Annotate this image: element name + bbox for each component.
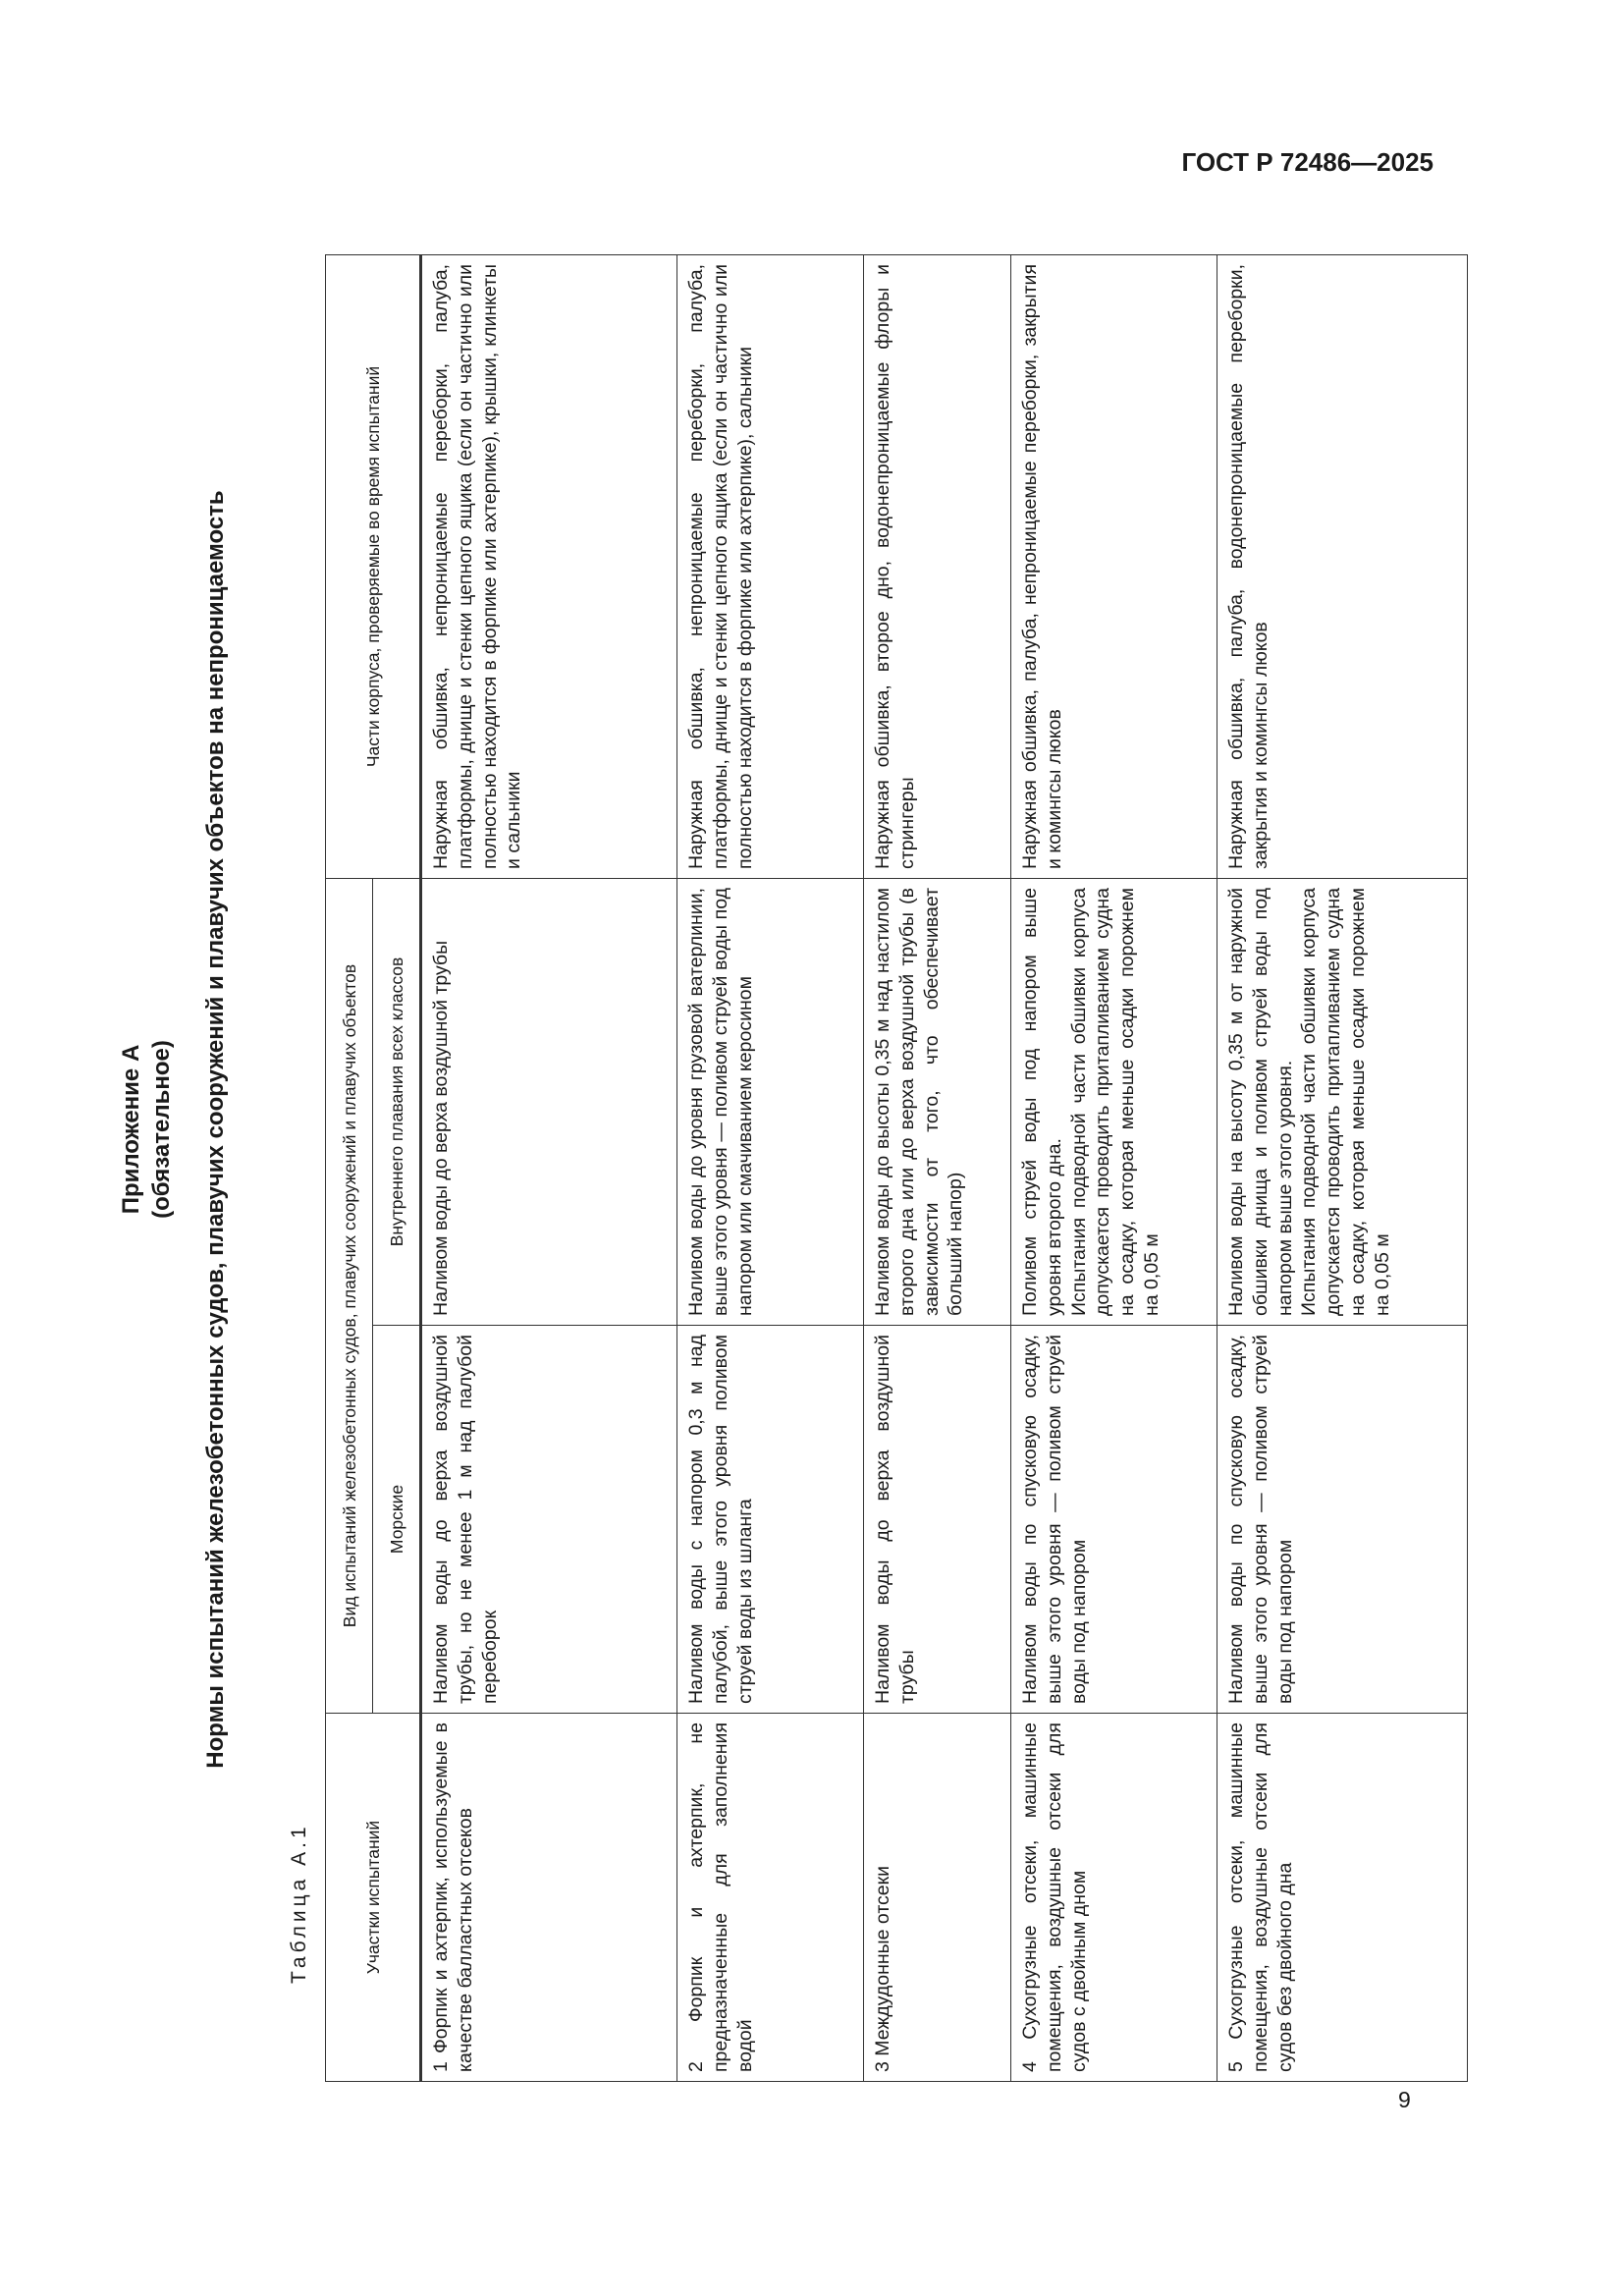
cell-parts: Наружная обшивка, палуба, водонепроницаемые переборки, закрытия и комингсы люков [1217, 254, 1468, 878]
cell-inland: Наливом воды до высоты 0,35 м над настилом второго дна или до верха воздушной трубы (в зависимости от того, что обеспечивает больший напор) [864, 878, 1011, 1325]
standard-code: ГОСТ Р 72486—2025 [1181, 147, 1434, 177]
table-row [422, 254, 677, 2081]
cell-parts: Наружная обшивка, палуба, непроницаемые переборки, закрытия и комингсы люков [1011, 254, 1217, 878]
cell-inland: Наливом воды до верха воздушной трубы [422, 878, 677, 1325]
cell-area: 1 Форпик и ахтерпик, используемые в качестве балластных отсеков [422, 1714, 677, 2082]
col-header-inland: Внутреннего плавания всех классов [373, 878, 421, 1325]
cell-inland: Наливом воды до уровня грузовой ватерлинии, выше этого уровня — поливом струей воды под напором или смачиванием керосином [677, 878, 864, 1325]
cell-sea: Наливом воды до верха воздушной трубы [864, 1326, 1011, 1714]
table-row [1011, 254, 1217, 2081]
cell-sea: Наливом воды до верха воздушной трубы, но не менее 1 м над палубой переборок [422, 1326, 677, 1714]
table-row [864, 254, 1011, 2081]
appendix-subtitle: (обязательное) [148, 1040, 175, 1219]
page-number: 9 [1398, 2087, 1411, 2112]
test-norms-table [325, 254, 1468, 2082]
cell-area: 5 Сухогрузные отсеки, машинные помещения, воздушные отсеки для судов без двойного дна [1217, 1714, 1468, 2082]
cell-area: 4 Сухогрузные отсеки, машинные помещения, воздушные отсеки для судов с двойным дном [1011, 1714, 1217, 2082]
document-title: Нормы испытаний железобетонных судов, плавучих сооружений и плавучих объектов на непроницаемость [202, 490, 229, 1769]
cell-sea: Наливом воды по спусковую осадку, выше этого уровня — поливом струей воды под напором [1011, 1326, 1217, 1714]
cell-parts: Наружная обшивка, непроницаемые переборки, палуба, платформы, днище и стенки цепного ящика (если он частично или полностью находится в форпике или ахтерпике), крышки, клинкеты и сальники [422, 254, 677, 878]
table-caption: Таблица А.1 [288, 1823, 310, 1984]
cell-parts: Наружная обшивка, непроницаемые переборки, палуба, платформы, днище и стенки цепного ящика (если он частично или полностью находится в форпике или ахтерпике), сальники [677, 254, 864, 878]
col-header-parts: Части корпуса, проверяемые во время испытаний [326, 254, 421, 878]
col-header-sea: Морские [373, 1326, 421, 1714]
appendix-heading [116, 167, 177, 2092]
cell-area: 2 Форпик и ахтерпик, не предназначенные для заполнения водой [677, 1714, 864, 2082]
cell-sea: Наливом воды по спусковую осадку, выше этого уровня — поливом струей воды под напором [1217, 1326, 1468, 1714]
cell-sea: Наливом воды с напором 0,3 м над палубой, выше этого уровня поливом струей воды из шланга [677, 1326, 864, 1714]
rotated-landscape-block [116, 167, 1393, 2092]
cell-inland: Наливом воды на высоту 0,35 м от наружной обшивки днища и поливом струей воды под напором выше этого уровня. Испытания подводной части обшивки корпуса допускается проводить притапливанием судна на осадку, которая меньше осадки порожнем на 0,05 м [1217, 878, 1468, 1325]
cell-parts: Наружная обшивка, второе дно, водонепроницаемые флоры и стрингеры [864, 254, 1011, 878]
table-row [677, 254, 864, 2081]
cell-inland: Поливом струей воды под напором выше уровня второго дна. Испытания подводной части обшивки корпуса допускается проводить притапливанием судна на осадку, которая меньше осадки порожнем на 0,05 м [1011, 878, 1217, 1325]
appendix-title: Приложение А [118, 1044, 144, 1215]
cell-area: 3 Междудонные отсеки [864, 1714, 1011, 2082]
col-header-kind: Вид испытаний железобетонных судов, плавучих сооружений и плавучих объектов [326, 878, 373, 1713]
table-row [1217, 254, 1468, 2081]
col-header-area: Участки испытаний [326, 1714, 421, 2082]
